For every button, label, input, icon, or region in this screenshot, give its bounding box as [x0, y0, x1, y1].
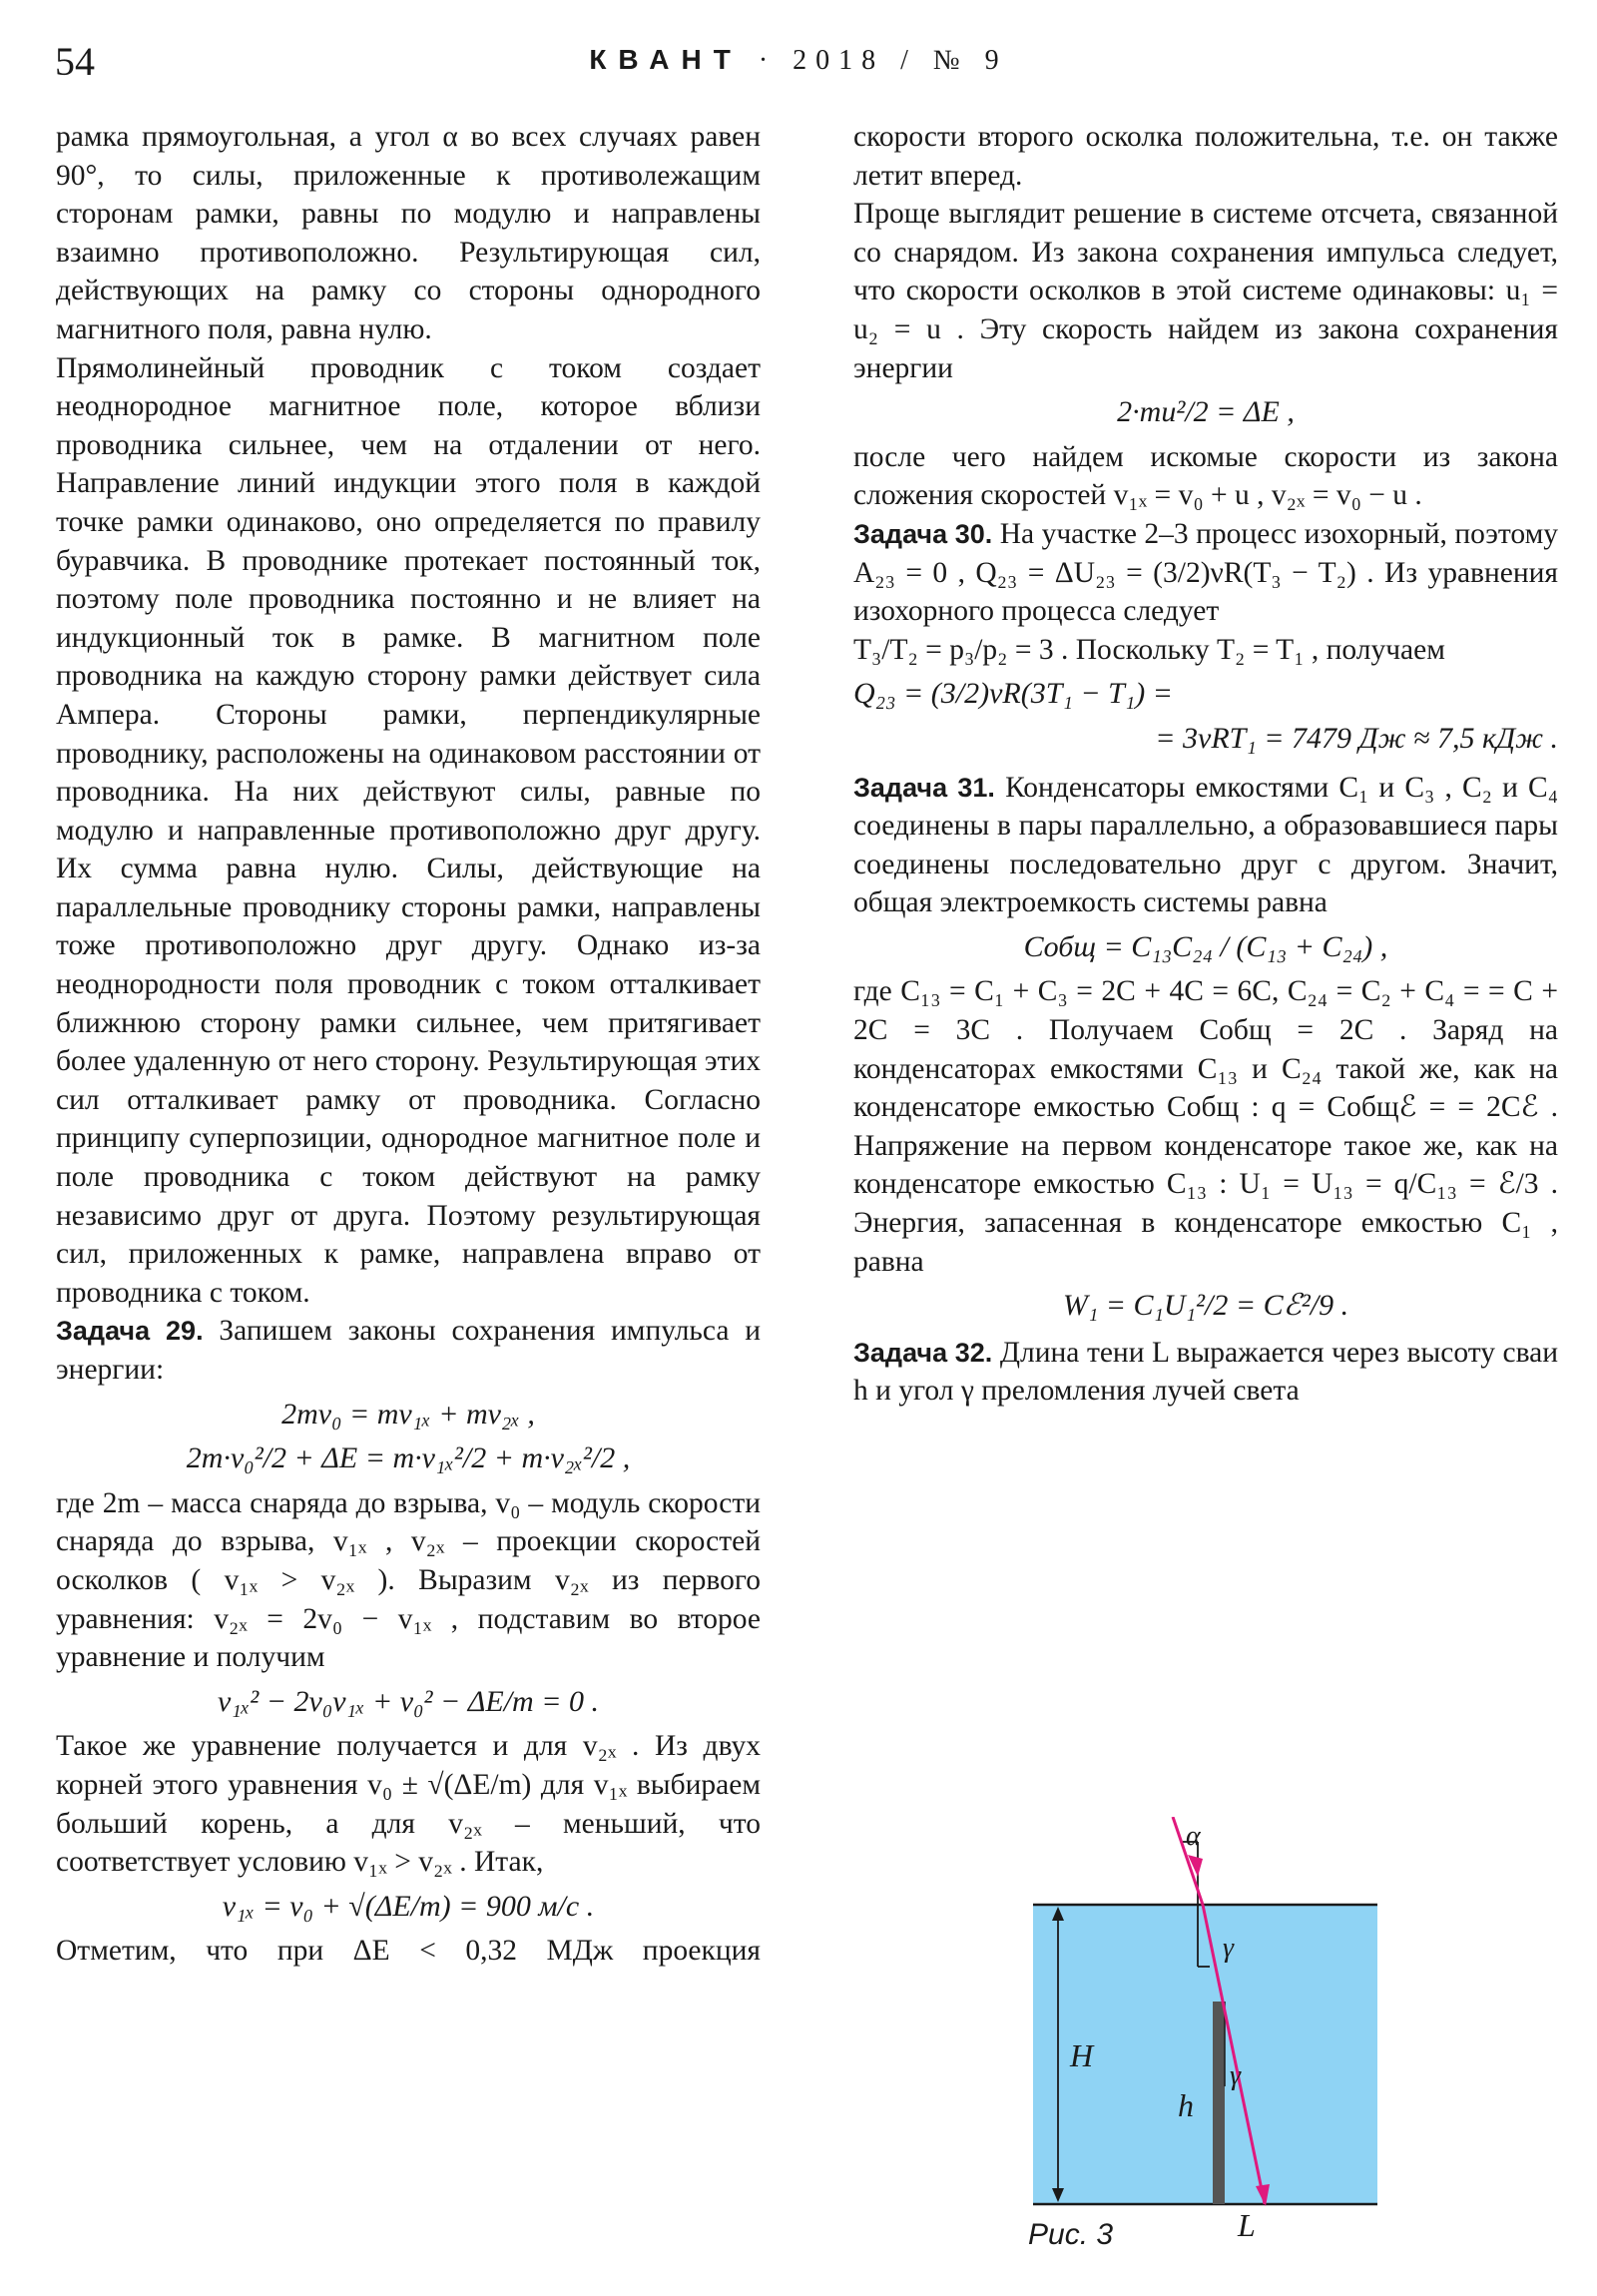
- task-32: [853, 1334, 1558, 1411]
- pile: [1213, 2002, 1225, 2204]
- task-31: [853, 769, 1558, 922]
- task-31-text: Конденсаторы емкостями C₁ и C₃ , C₂ и C₄ соединены в пары параллельно, а образовавшиеся пары соединены последовательно друг с другом. Значит, общая электроемкость системы равна: [853, 771, 1559, 919]
- task-32-label: Задача 32.: [853, 1337, 993, 1368]
- paragraph: рамка прямоугольная, а угол α во всех случаях равен 90°, то силы, приложенные к противолежащим сторонам рамки, равны по модулю и направлены взаимно противоположно. Результирующая сил, действующих на рамку со стороны однородного магнитного поля, равна нулю.: [56, 121, 761, 345]
- equation-energy: 2m·v₀²/2 + ΔE = m·v₁ₓ²/2 + m·v₂ₓ²/2 ,: [186, 1441, 631, 1475]
- paragraph: где 2m – масса снаряда до взрыва, v₀ – модуль скорости снаряда до взрыва, v₁ₓ , v₂ₓ – проекции скоростей осколков ( v₁ₓ > v₂ₓ ). Выразим v₂ₓ из первого уравнения: v₂ₓ = 2v₀ − v₁ₓ , подставим во второе уравнение и получим: [56, 1486, 761, 1674]
- page-header: [0, 0, 1597, 90]
- equation-momentum: 2mv₀ = mv₁ₓ + mv₂ₓ ,: [281, 1397, 535, 1431]
- label-L: L: [1238, 2207, 1256, 2243]
- figure-refraction: [998, 1817, 1417, 2276]
- paragraph: Такое же уравнение получается и для v₂ₓ . Из двух корней этого уравнения v₀ ± √(ΔE/m) для v₁ₓ выбираем больший корень, а для v₂ₓ – меньший, что соответствует условию v₁ₓ > v₂ₓ . Итак,: [56, 1730, 761, 1879]
- task-29: [56, 1312, 761, 1389]
- journal-title: [0, 44, 1597, 77]
- paragraph: Отметим, что при ΔE < 0,32 МДж проекция: [56, 1935, 761, 1968]
- label-h: h: [1178, 2087, 1194, 2123]
- equation-q23-b: = 3νRT₁ = 7479 Дж ≈ 7,5 кДж .: [1155, 721, 1558, 755]
- page-number: 54: [55, 39, 95, 84]
- task-30-continued: T₃/T₂ = p₃/p₂ = 3 . Поскольку T₂ = T₁ , получаем: [853, 633, 1445, 666]
- task-30-text: На участке 2–3 процесс изохорный, поэтому A₂₃ = 0 , Q₂₃ = ΔU₂₃ = (3/2)νR(T₃ − T₂) . Из уравнения изохорного процесса следует: [853, 517, 1558, 628]
- label-alpha: α: [1186, 1821, 1201, 1852]
- paragraph: Проще выглядит решение в системе отсчета, связанной со снарядом. Из закона сохранения импульса следует, что скорости осколков в этой системе одинаковы: u₁ = u₂ = u . Эту скорость найдем из закона сохранения энергии: [853, 198, 1558, 384]
- journal-issue: · 2018 / № 9: [758, 45, 1008, 76]
- label-gamma-bottom: γ: [1230, 2060, 1242, 2091]
- figure-caption: Рис. 3: [1028, 2218, 1114, 2251]
- equation-quadratic: v₁ₓ² − 2v₀v₁ₓ + v₀² − ΔE/m = 0 .: [218, 1684, 599, 1718]
- label-H: H: [1070, 2037, 1094, 2073]
- paragraph: Прямолинейный проводник с током создает неоднородное магнитное поле, которое вблизи проводника сильнее, чем на отдалении от него. Направление линий индукции этого поля в каждой точке рамки одинаково, оно определяется по правилу буравчика. В проводнике протекает постоянный ток, поэтому поле проводника постоянно и не влияет на индукционный ток в рамке. В магнитном поле проводника на каждую сторону рамки действует сила Ампера. Стороны рамки, перпендикулярные проводнику, расположены на одинаковом расстоянии от проводника. На них действуют силы, равные по модулю и направленные противоположно друг другу. Их сумма равна нулю. Силы, действующие на параллельные проводнику стороны рамки, направлены тоже противоположно друг другу. Однако из-за неоднородности поля проводник с током отталкивает ближнюю сторону рамки сильнее, чем притягивает более удаленную от него сторону. Результирующая этих сил отталкивает рамку от проводника. Согласно принципу суперпозиции, однородное магнитное поле и поле проводника с током действуют на рамку независимо друг от друга. Поэтому результирующая сил, приложенных к рамке, направлена вправо от проводника с током.: [56, 351, 761, 1309]
- equation-ctot: Cобщ = C₁₃C₂₄ / (C₁₃ + C₂₄) ,: [1023, 929, 1388, 963]
- equation-q23-a: Q₂₃ = (3/2)νR(3T₁ − T₁) =: [853, 677, 1173, 711]
- equation-u: 2·mu²/2 = ΔE ,: [1117, 395, 1295, 429]
- left-column: [56, 118, 761, 1971]
- task-29-intro: Запишем законы сохранения импульса и энергии:: [56, 1315, 762, 1386]
- right-column: [853, 118, 1558, 1411]
- task-30-label: Задача 30.: [853, 518, 993, 549]
- paragraph: скорости второго осколка положительна, т.е. он также летит вперед.: [853, 121, 1558, 192]
- equation-w1: W₁ = C₁U₁²/2 = Cℰ²/9 .: [1062, 1289, 1349, 1323]
- journal-name: КВАНТ: [589, 44, 743, 75]
- equation-v1: v₁ₓ = v₀ + √(ΔE/m) = 900 м/с .: [222, 1889, 595, 1923]
- paragraph: после чего найдем искомые скорости из закона сложения скоростей v₁ₓ = v₀ + u , v₂ₓ = v₀ − u .: [853, 440, 1558, 512]
- task-32-text: Длина тени L выражается через высоту сваи h и угол γ преломления лучей света: [853, 1336, 1559, 1408]
- task-31-label: Задача 31.: [853, 772, 995, 803]
- paragraph: где C₁₃ = C₁ + C₃ = 2C + 4C = 6C, C₂₄ = C₂ + C₄ = = C + 2C = 3C . Получаем Cобщ = 2C . Заряд на конденсаторах емкостями C₁₃ и C₂₄ такой же, как на конденсаторе емкостью Cобщ : q = Cобщℰ = = 2Cℰ . Напряжение на первом конденсаторе такое же, как на конденсаторе емкостью C₁₃ : U₁ = U₁₃ = q/C₁₃ = ℰ/3 . Энергия, запасенная в конденсаторе емкостью C₁ , равна: [853, 975, 1558, 1278]
- task-30: [853, 515, 1558, 631]
- label-gamma-top: γ: [1223, 1933, 1235, 1964]
- task-29-label: Задача 29.: [56, 1316, 204, 1347]
